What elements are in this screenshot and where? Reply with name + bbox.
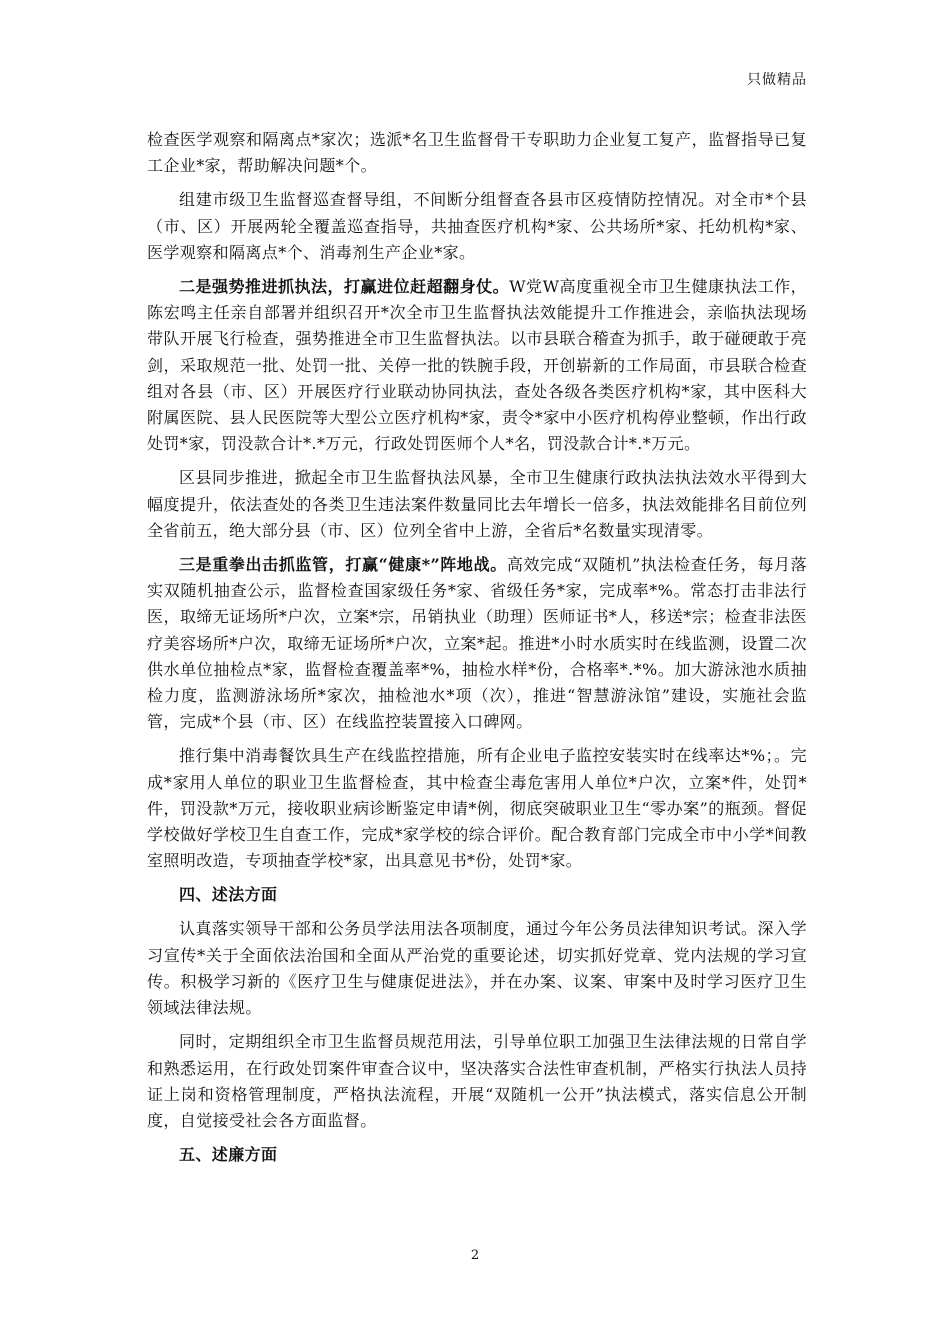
paragraph — [147, 187, 807, 266]
page-number: 2 — [470, 1248, 480, 1263]
header-note: 只做精品 — [747, 72, 807, 88]
section-heading: 五、述廉方面 — [179, 1145, 278, 1165]
paragraph-text: 组建市级卫生监督巡查督导组，不间断分组督查各县市区疫情防控情况。对全市*个县（市、区）开展两轮全覆盖巡查指导，共抽查医疗机构*家、公共场所*家、托幼机构*家、医学观察和隔离点*个、消毒剂生产企业*家。 — [147, 190, 807, 262]
paragraph — [147, 465, 807, 544]
section-heading: 四、述法方面 — [179, 885, 278, 905]
paragraph-text: 高效完成“双随机”执法检查任务，每月落实双随机抽查公示，监督检查国家级任务*家、省级任务*家，完成率*%。常态打击非法行医，取缔无证场所*户次，立案*宗，吊销执业（助理）医师证书*人，移送*宗；检查非法医疗美容场所*户次，取缔无证场所*户次，立案*起。推进*小时水质实时在线监测，设置二次供水单位抽检点*家，监督检查覆盖率*%，抽检水样*份，合格率*.*%。加大游泳池水质抽检力度，监测游泳场所*家次，抽检池水*项（次），推进“智慧游泳馆”建设，实施社会监管，完成*个县（市、区）在线监控装置接入口碑网。 — [147, 555, 807, 732]
paragraph-lead: 三是重拳出击抓监管，打赢“健康*”阵地战。 — [179, 555, 507, 575]
paragraph-text: 区县同步推进，掀起全市卫生监督执法风暴，全市卫生健康行政执法执法效水平得到大幅度提升，依法查处的各类卫生违法案件数量同比去年增长一倍多，执法效能排名目前位列全省前五，绝大部分县（市、区）位列全省中上游，全省后*名数量实现清零。 — [147, 468, 807, 540]
paragraph — [147, 552, 807, 735]
paragraph-text: 认真落实领导干部和公务员学法用法各项制度，通过今年公务员法律知识考试。深入学习宣传*关于全面依法治国和全面从严治党的重要论述，切实抓好党章、党内法规的学习宣传。积极学习新的《医疗卫生与健康促进法》，并在办案、议案、审案中及时学习医疗卫生领域法律法规。 — [147, 919, 807, 1018]
paragraph — [147, 127, 807, 179]
paragraph-lead: 二是强势推进抓执法，打赢进位赶超翻身仗。 — [179, 277, 510, 297]
document-body — [147, 127, 807, 1176]
paragraph-text: 检查医学观察和隔离点*家次；选派*名卫生监督骨干专职助力企业复工复产，监督指导已复工企业*家，帮助解决问题*个。 — [147, 130, 807, 176]
paragraph — [147, 274, 807, 457]
paragraph — [147, 1029, 807, 1134]
paragraph — [147, 743, 807, 874]
paragraph-text: 推行集中消毒餐饮具生产在线监控措施，所有企业电子监控安装实时在线率达*%；。完成*家用人单位的职业卫生监督检查，其中检查尘毒危害用人单位*户次，立案*件，处罚*件，罚没款*万元，接收职业病诊断鉴定申请*例，彻底突破职业卫生“零办案”的瓶颈。督促学校做好学校卫生自查工作，完成*家学校的综合评价。配合教育部门完成全市中小学*间教室照明改造，专项抽查学校*家，出具意见书*份，处罚*家。 — [147, 746, 807, 871]
paragraph-text: 同时，定期组织全市卫生监督员规范用法，引导单位职工加强卫生法律法规的日常自学和熟悉运用，在行政处罚案件审查合议中，坚决落实合法性审查机制，严格实行执法人员持证上岗和资格管理制度，严格执法流程，开展“双随机一公开”执法模式，落实信息公开制度，自觉接受社会各方面监督。 — [147, 1032, 807, 1130]
paragraph-text: W党W高度重视全市卫生健康执法工作，陈宏鸣主任亲自部署并组织召开*次全市卫生监督执法效能提升工作推进会，亲临执法现场带队开展飞行检查，强势推进全市卫生监督执法。以市县联合稽查为抓手，敢于碰硬敢于亮剑，采取规范一批、处罚一批、关停一批的铁腕手段，开创崭新的工作局面，市县联合检查组对各县（市、区）开展医疗行业联动协同执法，查处各级各类医疗机构*家，其中医科大附属医院、县人民医院等大型公立医疗机构*家，责令*家中小医疗机构停业整顿，作出行政处罚*家，罚没款合计*.*万元，行政处罚医师个人*名，罚没款合计*.*万元。 — [147, 277, 807, 454]
paragraph — [147, 916, 807, 1021]
